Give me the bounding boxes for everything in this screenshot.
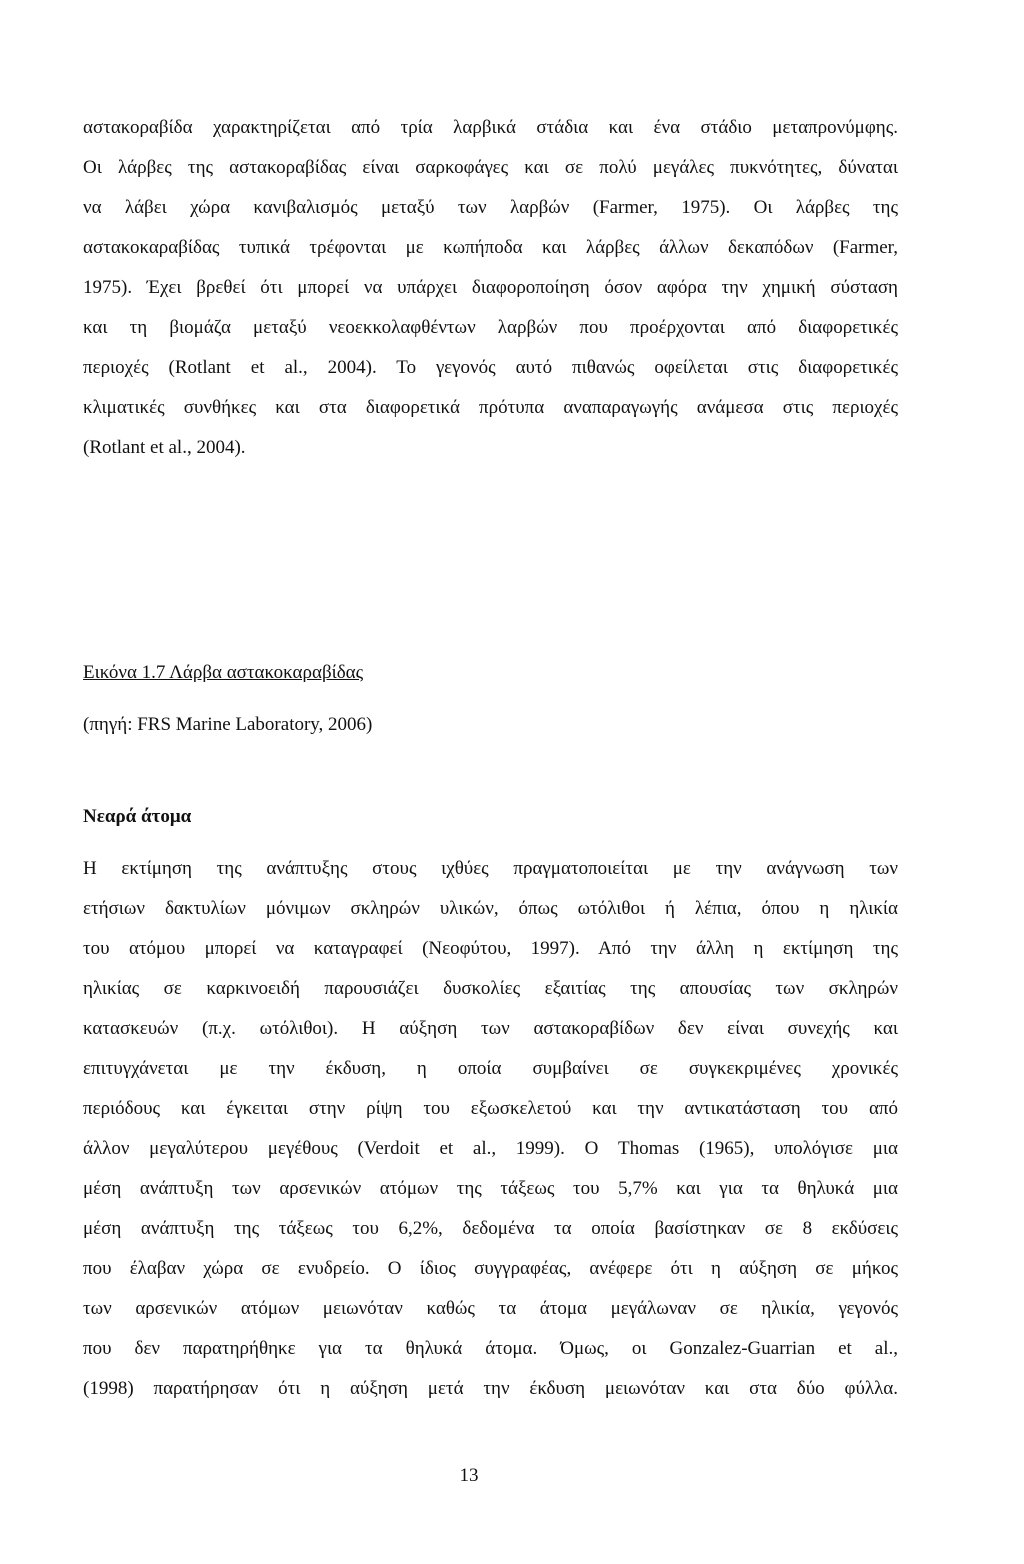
figure-caption: Εικόνα 1.7 Λάρβα αστακοκαραβίδας [83, 662, 364, 683]
text-line: και τη βιομάζα μεταξύ νεοεκκολαφθέντων λαρβών που προέρχονται από διαφορετικές [83, 317, 898, 338]
text-line: των αρσενικών ατόμων μειωνόταν καθώς τα άτομα μεγάλωναν σε ηλικία, γεγονός [83, 1298, 898, 1319]
text-line: Οι λάρβες της αστακοραβίδας είναι σαρκοφάγες και σε πολύ μεγάλες πυκνότητες, δύναται [83, 157, 898, 178]
section-heading: Νεαρά άτομα [83, 806, 192, 827]
text-line: να λάβει χώρα κανιβαλισμός μεταξύ των λαρβών (Farmer, 1975). Οι λάρβες της [83, 197, 898, 218]
text-line: επιτυγχάνεται με την έκδυση, η οποία συμβαίνει σε συγκεκριμένες χρονικές [83, 1058, 898, 1079]
text-line: 1975). Έχει βρεθεί ότι μπορεί να υπάρχει διαφοροποίηση όσον αφόρα την χημική σύσταση [83, 277, 898, 298]
text-line: περιοχές (Rotlant et al., 2004). Το γεγονός αυτό πιθανώς οφείλεται στις διαφορετικές [83, 357, 898, 378]
text-line: αστακοκαραβίδας τυπικά τρέφονται με κωπήποδα και λάρβες άλλων δεκαπόδων (Farmer, [83, 237, 898, 258]
text-line: κατασκευών (π.χ. ωτόλιθοι). Η αύξηση των αστακοραβίδων δεν είναι συνεχής και [83, 1018, 898, 1039]
text-line: μέση ανάπτυξη των αρσενικών ατόμων της τάξεως του 5,7% και για τα θηλυκά μια [83, 1178, 898, 1199]
text-line: αστακοραβίδα χαρακτηρίζεται από τρία λαρβικά στάδια και ένα στάδιο μεταπρονύμφης. [83, 117, 898, 138]
text-line: περιόδους και έγκειται στην ρίψη του εξωσκελετού και την αντικατάσταση του από [83, 1098, 898, 1119]
text-line: που έλαβαν χώρα σε ενυδρείο. Ο ίδιος συγγραφέας, ανέφερε ότι η αύξηση σε μήκος [83, 1258, 898, 1279]
text-line: ηλικίας σε καρκινοειδή παρουσιάζει δυσκολίες εξαιτίας της απουσίας των σκληρών [83, 978, 898, 999]
text-line: του ατόμου μπορεί να καταγραφεί (Νεοφύτου, 1997). Από την άλλη η εκτίμηση της [83, 938, 898, 959]
paragraph-larvae [83, 108, 898, 468]
figure-source: (πηγή: FRS Marine Laboratory, 2006) [83, 714, 373, 735]
text-line: που δεν παρατηρήθηκε για τα θηλυκά άτομα. Όμως, οι Gonzalez-Guarrian et al., [83, 1338, 898, 1359]
text-line: κλιματικές συνθήκες και στα διαφορετικά πρότυπα αναπαραγωγής ανάμεσα στις περιοχές [83, 397, 898, 418]
text-line: άλλον μεγαλύτερου μεγέθους (Verdoit et al., 1999). Ο Thomas (1965), υπολόγισε μια [83, 1138, 898, 1159]
text-line: (Rotlant et al., 2004). [83, 437, 246, 458]
paragraph-juveniles [83, 849, 898, 1409]
text-line: ετήσιων δακτυλίων μόνιμων σκληρών υλικών, όπως ωτόλιθοι ή λέπια, όπου η ηλικία [83, 898, 898, 919]
text-line: (1998) παρατήρησαν ότι η αύξηση μετά την έκδυση μειωνόταν και στα δύο φύλλα. [83, 1378, 898, 1399]
page-number: 13 [459, 1465, 479, 1486]
text-line: μέση ανάπτυξη της τάξεως του 6,2%, δεδομένα τα οποία βασίστηκαν σε 8 εκδύσεις [83, 1218, 898, 1239]
text-line: Η εκτίμηση της ανάπτυξης στους ιχθύες πραγματοποιείται με την ανάγνωση των [83, 858, 898, 879]
